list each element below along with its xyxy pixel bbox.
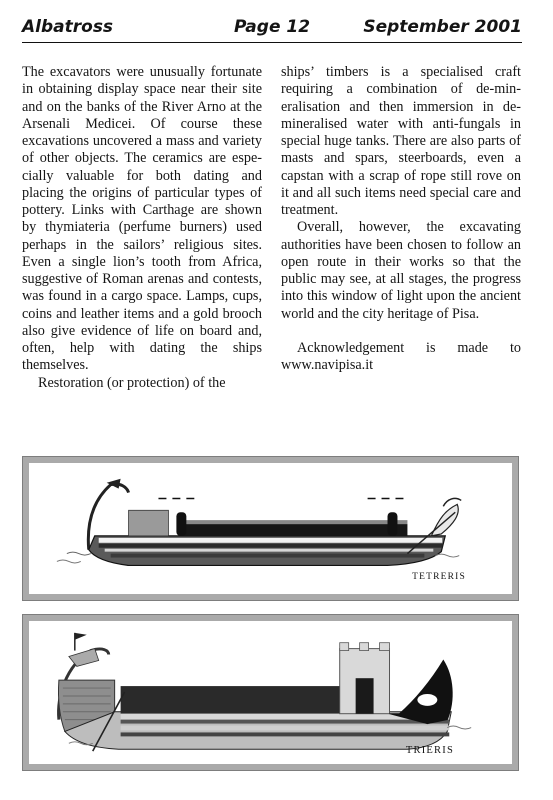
tetreris-figure-panel bbox=[29, 463, 512, 594]
right-column bbox=[281, 64, 521, 374]
trieris-figure-panel bbox=[29, 621, 512, 764]
trieris-ship-illustration bbox=[29, 621, 512, 764]
page-header bbox=[22, 14, 522, 42]
issue-date: September 2001 bbox=[363, 17, 522, 37]
publication-title: Albatross bbox=[22, 17, 114, 37]
right-paragraph-2: Overall, however, the excavating authorities have been chosen to follow an open route in their works so that the public may see, at all stages, the progress into this window of light upon the ancient world and the city heritage of Pisa. bbox=[281, 219, 521, 322]
page-number: Page 12 bbox=[233, 17, 311, 37]
left-column bbox=[22, 64, 262, 392]
tetreris-figure bbox=[22, 456, 519, 601]
left-paragraph-1: The excavators were unusually fortunate in obtaining display space near their site and on the banks of the River Arno at the Arsenali Medicei. Of course these excavations uncovered a mass and variety of other objects. The ceramics are especially valuable for both dating and placing the origins of particular types of pottery. Links with Carthage are shown by thymiateria (perfume burners) used perhaps in the sailors’ religious sites. Even a single lion’s tooth from Africa, suggestive of Roman arenas and contests, was found in a cargo space. Lamps, cups, coins and leather items and a gold brooch also give evidence of life on board and, often, help with dating the ships themselves. bbox=[22, 64, 262, 374]
acknowledgement-text: Acknowledgement is made to www.navipisa.it bbox=[281, 339, 521, 373]
trieris-caption: TRIERIS bbox=[405, 745, 454, 756]
header-rule bbox=[22, 42, 522, 43]
right-paragraph-1: ships’ timbers is a specialised craft requiring a combination of de-mineralisation and then immersion in de-mineralised water with anti-fungals in special huge tanks. There are also parts of masts and spars, steerboards, even a capstan with a scrap of rope still rove on it and all such items need special care and treatment. bbox=[281, 64, 521, 218]
trieris-figure bbox=[22, 614, 519, 771]
left-paragraph-2: Restoration (or protection) of the bbox=[38, 374, 226, 391]
tetreris-caption: TETRERIS bbox=[412, 572, 466, 582]
